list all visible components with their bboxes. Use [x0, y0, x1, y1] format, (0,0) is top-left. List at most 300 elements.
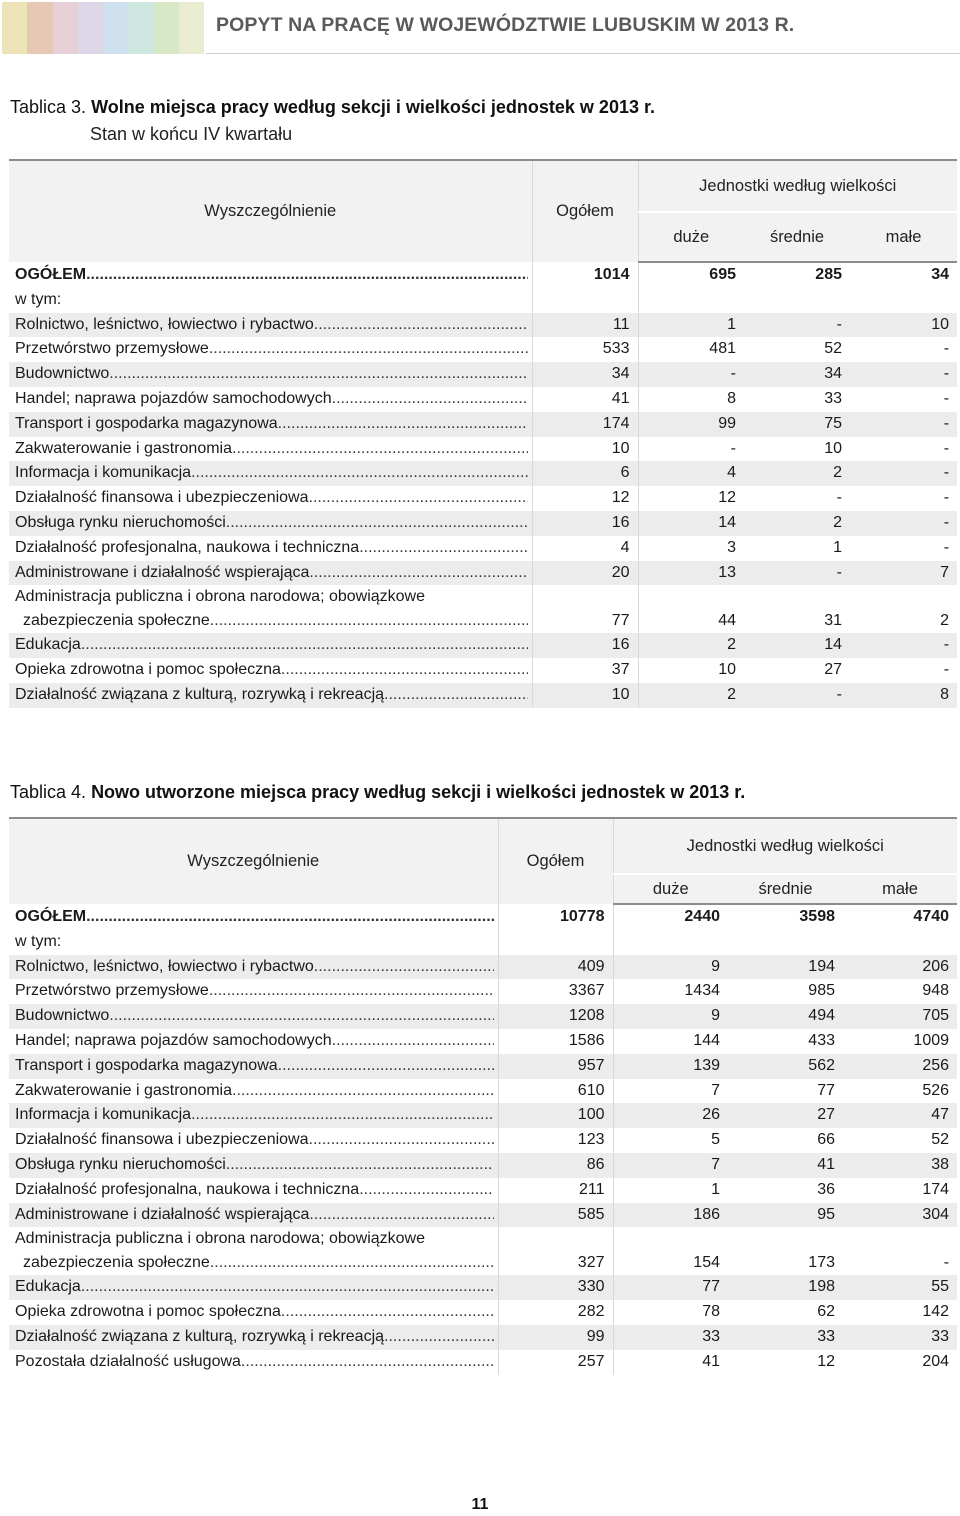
dot-leader	[210, 1251, 494, 1275]
table4-header-label: Wyszczególnienie	[9, 818, 498, 904]
cell-total: 77	[532, 585, 638, 633]
row-label-text: Działalność finansowa i ubezpieczeniowa	[15, 489, 309, 507]
table-row	[9, 1103, 957, 1128]
dot-leader	[384, 1325, 493, 1350]
row-label	[9, 658, 532, 683]
cell-small: 1009	[913, 1031, 950, 1049]
cell-total: 6	[532, 461, 638, 486]
row-label-text: Edukacja	[15, 1278, 81, 1296]
row-label-line2: zabezpieczenia społeczne	[23, 612, 210, 630]
row-label-text: Zakwaterowanie i gastronomia	[15, 1081, 232, 1099]
dot-leader	[332, 387, 528, 412]
cell-large: 41	[702, 1352, 720, 1370]
total-row-label: OGÓŁEM	[15, 265, 87, 283]
table4-header-small: małe	[843, 874, 957, 904]
cell-total: 37	[532, 658, 638, 683]
cell-small: 142	[922, 1303, 950, 1321]
table-row	[9, 658, 957, 683]
cell-large: 33	[613, 1325, 728, 1350]
dot-leader	[309, 561, 527, 586]
cell-large: 1	[638, 313, 744, 338]
cell-total: 1586	[498, 1029, 613, 1054]
row-label	[9, 1203, 498, 1228]
cell-total: 211	[498, 1178, 613, 1203]
table3-header-medium: średnie	[744, 212, 850, 262]
row-label-text: Działalność profesjonalna, naukowa i techniczna	[15, 538, 360, 556]
cell-large: 1434	[684, 982, 720, 1000]
table3-header-total: Ogółem	[532, 160, 638, 262]
cell-medium: 33	[824, 389, 842, 407]
cell-total: 12	[532, 486, 638, 511]
table-row	[9, 585, 957, 633]
cell-large: 139	[613, 1054, 728, 1079]
cell-medium: 31	[824, 611, 842, 629]
cell-large: 4	[638, 461, 744, 486]
row-label-text: Pozostała działalność usługowa	[15, 1352, 241, 1370]
cell-large: 8	[727, 389, 736, 407]
row-label	[9, 979, 498, 1004]
dot-leader	[109, 1004, 493, 1029]
cell-large: 2	[638, 633, 744, 658]
cell-medium: 433	[808, 1031, 835, 1049]
row-label	[9, 955, 498, 980]
cell-small: 52	[931, 1131, 950, 1149]
header-tile	[53, 2, 78, 54]
cell-medium: 198	[728, 1275, 843, 1300]
row-label	[9, 1103, 498, 1128]
cell-medium: 173	[808, 1253, 835, 1271]
cell-total: 99	[498, 1325, 613, 1350]
row-label-text: Administrowane i działalność wspierająca	[15, 563, 310, 581]
row-label	[9, 1227, 498, 1275]
table-row	[9, 955, 957, 980]
cell-small: 7	[850, 561, 957, 586]
row-label	[9, 536, 532, 561]
row-label	[9, 387, 532, 412]
cell-large: -	[730, 439, 736, 457]
cell-small: 55	[843, 1275, 957, 1300]
cell-small: 33	[843, 1325, 957, 1350]
row-label-text: Transport i gospodarka magazynowa	[15, 414, 278, 432]
row-label-text: Zakwaterowanie i gastronomia	[15, 439, 232, 457]
table-row	[9, 1004, 957, 1029]
header-tile	[154, 2, 179, 54]
cell-medium: 12	[817, 1352, 835, 1370]
cell-total: 533	[532, 337, 638, 362]
row-label	[9, 313, 532, 338]
cell-large: 144	[693, 1031, 720, 1049]
cell-large: 5	[711, 1131, 720, 1149]
cell-total: 86	[498, 1153, 613, 1178]
page-number: 11	[471, 1496, 489, 1513]
cell-total: 957	[498, 1054, 613, 1079]
cell-total: 20	[532, 561, 638, 586]
cell-small: 2	[940, 611, 950, 629]
table3-caption	[10, 97, 655, 118]
cell-large: 13	[638, 561, 744, 586]
table4-caption-prefix: Tablica 4.	[10, 782, 87, 802]
cell-medium: 14	[744, 633, 850, 658]
header-title: POPYT NA PRACĘ W WOJEWÓDZTWIE LUBUSKIM W 2013 R.	[216, 14, 795, 36]
row-label	[9, 633, 532, 658]
cell-small: -	[943, 439, 950, 457]
row-label	[9, 1029, 498, 1054]
row-label-text: Działalność finansowa i ubezpieczeniowa	[15, 1131, 309, 1149]
cell-medium: -	[744, 313, 850, 338]
cell-large: 77	[613, 1275, 728, 1300]
dot-leader	[209, 979, 494, 1004]
cell-medium: 1	[833, 538, 842, 556]
cell-large: 481	[709, 340, 736, 358]
row-label-text: Przetwórstwo przemysłowe	[15, 340, 209, 358]
cell-medium: 2	[744, 461, 850, 486]
cell-medium: -	[744, 683, 850, 708]
cell-total: 282	[498, 1300, 613, 1325]
cell-small: 206	[843, 955, 957, 980]
row-label-text: Budownictwo	[15, 1007, 110, 1025]
cell-large: 78	[702, 1303, 720, 1321]
cell-small: 38	[843, 1153, 957, 1178]
cell-total: 585	[498, 1203, 613, 1228]
dot-leader	[278, 1054, 494, 1079]
dot-leader	[191, 461, 527, 486]
table4-header-total: Ogółem	[498, 818, 613, 904]
row-label-text: Handel; naprawa pojazdów samochodowych	[15, 389, 332, 407]
row-label	[9, 362, 532, 387]
table-subheading-row	[9, 930, 957, 955]
table3-caption-title: Wolne miejsca pracy według sekcji i wielkości jednostek w 2013 r.	[91, 97, 655, 117]
cell-large: 3	[727, 538, 736, 556]
table-row	[9, 313, 957, 338]
table4-caption	[10, 782, 745, 803]
cell-large: 2440	[684, 908, 720, 925]
row-label	[9, 1275, 498, 1300]
dot-leader	[241, 1350, 494, 1375]
header-divider	[206, 53, 960, 54]
empty-cell	[843, 930, 957, 955]
cell-large: 695	[709, 266, 736, 283]
row-label-text: Przetwórstwo przemysłowe	[15, 982, 209, 1000]
cell-small: 34	[931, 266, 950, 283]
row-label	[9, 1350, 498, 1375]
row-label-text: Informacja i komunikacja	[15, 1106, 192, 1124]
row-label-text: Informacja i komunikacja	[15, 464, 192, 482]
row-label-text: Obsługa rynku nieruchomości	[15, 513, 226, 531]
dot-leader	[309, 486, 528, 511]
table4-header-group: Jednostki według wielkości	[613, 818, 957, 874]
row-label-text: Budownictwo	[15, 365, 110, 383]
table3-header-group: Jednostki według wielkości	[638, 160, 957, 212]
dot-leader	[309, 1128, 494, 1153]
cell-large: 7	[711, 1081, 720, 1099]
cell-total: 10778	[498, 904, 613, 930]
dot-leader	[191, 1103, 493, 1128]
cell-medium: -	[836, 489, 842, 507]
table-total-row	[9, 262, 957, 288]
cell-total: 100	[498, 1103, 613, 1128]
header-color-tiles	[2, 2, 204, 54]
cell-medium: 494	[728, 1004, 843, 1029]
dot-leader	[210, 609, 528, 633]
table4	[9, 817, 957, 1375]
table-row	[9, 1128, 957, 1153]
table-row	[9, 387, 957, 412]
table-row	[9, 362, 957, 387]
row-label	[9, 561, 532, 586]
table-row	[9, 633, 957, 658]
cell-small: -	[850, 511, 957, 536]
cell-medium: 52	[824, 340, 842, 358]
cell-total: 257	[498, 1350, 613, 1375]
row-label	[9, 461, 532, 486]
table-row	[9, 486, 957, 511]
cell-small: 10	[850, 313, 957, 338]
dot-leader	[281, 1300, 494, 1325]
cell-large: 99	[638, 412, 744, 437]
cell-total: 10	[532, 437, 638, 462]
cell-medium: 66	[817, 1131, 835, 1149]
header-tile	[128, 2, 153, 54]
table-subheading-row	[9, 288, 957, 313]
cell-large: 7	[613, 1153, 728, 1178]
cell-large: 44	[718, 611, 736, 629]
total-row-label: OGÓŁEM	[15, 907, 87, 925]
row-label	[9, 1153, 498, 1178]
cell-small: -	[943, 1253, 950, 1271]
table-row	[9, 536, 957, 561]
dot-leader	[226, 511, 528, 536]
cell-medium: 77	[817, 1081, 835, 1099]
row-label-text: Administrowane i działalność wspierająca	[15, 1205, 310, 1223]
row-label-line1: Administracja publiczna i obrona narodowa; obowiązkowe	[15, 588, 426, 606]
table-row	[9, 1054, 957, 1079]
table-row	[9, 1227, 957, 1275]
subheading-label: w tym:	[9, 288, 532, 313]
row-label	[9, 1325, 498, 1350]
table-row	[9, 1029, 957, 1054]
subheading-label: w tym:	[9, 930, 498, 955]
row-label	[9, 337, 532, 362]
table-row	[9, 1153, 957, 1178]
cell-large: 9	[613, 955, 728, 980]
cell-medium: 27	[728, 1103, 843, 1128]
table-row	[9, 1203, 957, 1228]
cell-small: 204	[922, 1352, 950, 1370]
table-row	[9, 1079, 957, 1104]
dot-leader	[309, 1203, 493, 1228]
cell-small: 174	[922, 1180, 950, 1198]
table-row	[9, 511, 957, 536]
header-tile	[179, 2, 204, 54]
cell-total: 4	[532, 536, 638, 561]
cell-large: 2	[638, 683, 744, 708]
row-label-text: Edukacja	[15, 636, 81, 654]
dot-leader	[81, 633, 528, 658]
empty-cell	[613, 930, 728, 955]
table-row	[9, 461, 957, 486]
dot-leader	[278, 412, 528, 437]
cell-small: -	[943, 538, 950, 556]
cell-medium: 194	[728, 955, 843, 980]
table-row	[9, 979, 957, 1004]
cell-small: -	[850, 412, 957, 437]
cell-medium: 562	[728, 1054, 843, 1079]
table-row	[9, 1178, 957, 1203]
cell-large: 186	[613, 1203, 728, 1228]
table-row	[9, 337, 957, 362]
row-label-text: Opieka zdrowotna i pomoc społeczna	[15, 1303, 281, 1321]
cell-total: 610	[498, 1079, 613, 1104]
dot-leader	[314, 313, 528, 338]
cell-medium: 285	[815, 266, 842, 283]
cell-medium: 2	[744, 511, 850, 536]
header-tile	[2, 2, 27, 54]
dot-leader	[232, 437, 528, 462]
cell-medium: 10	[824, 439, 842, 457]
cell-medium: 33	[728, 1325, 843, 1350]
table3-header-small: małe	[850, 212, 957, 262]
table-row	[9, 1325, 957, 1350]
cell-total: 10	[532, 683, 638, 708]
cell-large: 154	[693, 1253, 720, 1271]
row-label-text: Handel; naprawa pojazdów samochodowych	[15, 1031, 332, 1049]
header-tile	[27, 2, 52, 54]
dot-leader	[226, 1153, 494, 1178]
cell-small: 256	[843, 1054, 957, 1079]
cell-total: 41	[532, 387, 638, 412]
row-label-text: Rolnictwo, leśnictwo, łowiectwo i rybactwo	[15, 957, 314, 975]
cell-total: 330	[498, 1275, 613, 1300]
table-row	[9, 412, 957, 437]
table-row	[9, 1300, 957, 1325]
cell-medium: 3598	[799, 908, 835, 925]
header-tile	[78, 2, 103, 54]
table3-caption-subtitle: Stan w końcu IV kwartału	[90, 124, 293, 144]
dot-leader	[81, 1275, 494, 1300]
table3	[9, 159, 957, 708]
dot-leader	[281, 658, 528, 683]
table3-caption-prefix: Tablica 3.	[10, 97, 87, 117]
row-label	[9, 412, 532, 437]
row-label	[9, 511, 532, 536]
table4-caption-title: Nowo utworzone miejsca pracy według sekcji i wielkości jednostek w 2013 r.	[91, 782, 746, 802]
cell-medium: 985	[808, 982, 835, 1000]
row-label-text: Rolnictwo, leśnictwo, łowiectwo i rybactwo	[15, 315, 314, 333]
empty-cell	[638, 288, 744, 313]
row-label	[9, 1004, 498, 1029]
row-label-text: Transport i gospodarka magazynowa	[15, 1056, 278, 1074]
cell-large: 12	[718, 489, 736, 507]
cell-small: -	[943, 489, 950, 507]
row-label	[9, 1300, 498, 1325]
row-label-line1: Administracja publiczna i obrona narodowa; obowiązkowe	[15, 1230, 426, 1248]
cell-large: 10	[718, 661, 736, 679]
dot-leader	[109, 362, 527, 387]
cell-small: -	[943, 340, 950, 358]
cell-small: -	[850, 461, 957, 486]
row-label-text: Obsługa rynku nieruchomości	[15, 1155, 226, 1173]
cell-small: -	[850, 362, 957, 387]
empty-cell	[744, 288, 850, 313]
cell-small: 4740	[913, 908, 950, 925]
cell-large: 14	[638, 511, 744, 536]
row-label-text: Działalność związana z kulturą, rozrywką i rekreacją	[15, 1327, 385, 1345]
cell-total: 34	[532, 362, 638, 387]
cell-total: 1014	[532, 262, 638, 288]
table-row	[9, 683, 957, 708]
cell-total: 16	[532, 633, 638, 658]
dot-leader	[314, 955, 494, 980]
cell-total: 327	[498, 1227, 613, 1275]
cell-medium: -	[744, 561, 850, 586]
empty-cell	[498, 930, 613, 955]
row-label-line2: zabezpieczenia społeczne	[23, 1254, 210, 1272]
row-label	[9, 904, 498, 930]
table-row	[9, 1350, 957, 1375]
cell-small: -	[943, 661, 950, 679]
cell-small: 47	[843, 1103, 957, 1128]
cell-total: 174	[532, 412, 638, 437]
empty-cell	[850, 288, 957, 313]
row-label-text: Działalność profesjonalna, naukowa i techniczna	[15, 1180, 360, 1198]
dot-leader	[86, 263, 527, 288]
cell-large: 26	[613, 1103, 728, 1128]
header-tile	[103, 2, 128, 54]
row-label	[9, 1178, 498, 1203]
table-row	[9, 437, 957, 462]
cell-total: 1208	[498, 1004, 613, 1029]
cell-small: -	[943, 389, 950, 407]
row-label	[9, 683, 532, 708]
row-label	[9, 262, 532, 288]
cell-medium: 95	[728, 1203, 843, 1228]
empty-cell	[532, 288, 638, 313]
cell-total: 123	[498, 1128, 613, 1153]
cell-medium: 27	[824, 661, 842, 679]
cell-small: 526	[922, 1081, 950, 1099]
table3-header-label: Wyszczególnienie	[9, 160, 532, 262]
dot-leader	[86, 905, 493, 930]
cell-large: 9	[613, 1004, 728, 1029]
cell-large: -	[638, 362, 744, 387]
row-label	[9, 486, 532, 511]
row-label	[9, 585, 532, 633]
cell-medium: 36	[817, 1180, 835, 1198]
row-label-text: Opieka zdrowotna i pomoc społeczna	[15, 661, 281, 679]
dot-leader	[209, 337, 528, 362]
cell-small: 948	[922, 982, 950, 1000]
dot-leader	[359, 1178, 493, 1203]
cell-total: 11	[532, 313, 638, 338]
table-row	[9, 561, 957, 586]
cell-total: 409	[498, 955, 613, 980]
table4-header-medium: średnie	[728, 874, 843, 904]
table3-header-large: duże	[638, 212, 744, 262]
dot-leader	[359, 536, 527, 561]
table-row	[9, 1275, 957, 1300]
dot-leader	[332, 1029, 494, 1054]
cell-small: -	[850, 633, 957, 658]
cell-medium: 41	[728, 1153, 843, 1178]
row-label	[9, 1128, 498, 1153]
row-label	[9, 1079, 498, 1104]
cell-total: 3367	[498, 979, 613, 1004]
cell-total: 16	[532, 511, 638, 536]
cell-medium: 62	[817, 1303, 835, 1321]
cell-medium: 75	[744, 412, 850, 437]
row-label	[9, 1054, 498, 1079]
cell-medium: 34	[744, 362, 850, 387]
